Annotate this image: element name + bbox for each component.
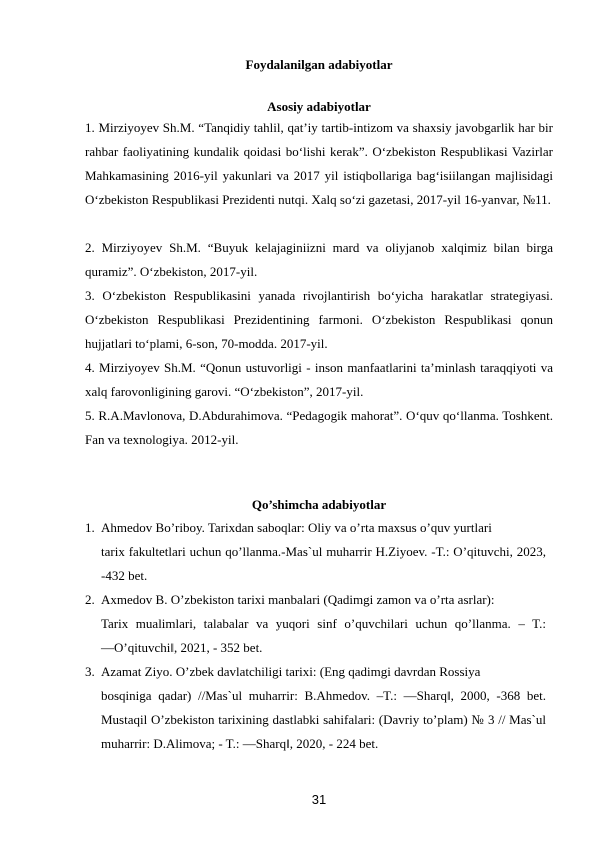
page-number: 31	[311, 792, 327, 807]
additional-literature-heading: Qo’shimcha adabiyotlar	[251, 497, 387, 512]
main-literature-item-4: 4. Mirziyoyev Sh.M. “Qonun ustuvorligi - inson manfaatlarini ta’minlash taraqqiyoti va xalq farovonligining garovi. “O‘zbekiston”, 2017-yil.	[85, 360, 553, 399]
main-literature-heading: Asosiy adabiyotlar	[267, 99, 371, 114]
item-continuation: tarix fakultetlari uchun qo’llanma.-Mas`ul muharrir H.Ziyoev. -T.: O’qituvchi, 2023, -432 bet.	[101, 544, 546, 583]
item-number: 3.	[85, 664, 95, 679]
item-first-line: Azamat Ziyo. O’zbek davlatchiligi tarixi: (Eng qadimgi davrdan Rossiya	[101, 664, 481, 679]
item-first-line: Axmedov B. O’zbekiston tarixi manbalari (Qadimgi zamon va o’rta asrlar):	[101, 592, 495, 607]
item-number: 1.	[85, 520, 95, 535]
additional-literature-item-2	[85, 588, 546, 660]
additional-literature-item-1	[85, 516, 546, 588]
item-continuation: Tarix mualimlari, talabalar va yuqori sinf o’quvchilari uchun qo’llanma. – T.: ―O’qituvchi‖, 2021, - 352 bet.	[101, 616, 546, 655]
main-literature-item-3: 3. O‘zbekiston Respublikasini yanada rivojlantirish bo‘yicha harakatlar strategiyasi. O‘zbekiston Respublikasi Prezidentining farmoni. O‘zbekiston Respublikasi qonun hujjatlari to‘plami, 6-son, 70-modda. 2017-yil.	[85, 288, 553, 351]
main-literature-item-2: 2. Mirziyoyev Sh.M. “Buyuk kelajaginiizni mard va oliyjanob xalqimiz bilan birga quramiz”. O‘zbekiston, 2017-yil.	[85, 240, 553, 279]
page-title: Foydalanilgan adabiyotlar	[245, 57, 393, 72]
item-number: 2.	[85, 592, 95, 607]
item-first-line: Ahmedov Bo’riboy. Tarixdan saboqlar: Oliy va o’rta maxsus o’quv yurtlari	[101, 520, 492, 535]
additional-literature-item-3	[85, 660, 546, 756]
main-literature-item-1: 1. Mirziyoyev Sh.M. “Tanqidiy tahlil, qat’iy tartib-intizom va shaxsiy javobgarlik har bir rahbar faoliyatining kundalik qoidasi bo‘lishi kerak”. O‘zbekiston Respublikasi Vazirlar Mahkamasining 2016-yil yakunlari va 2017 yil istiqbollariga bag‘isiilangan majlisidagi O‘zbekiston Respublikasi Prezidenti nutqi. Xalq so‘zi gazetasi, 2017-yil 16-yanvar, №11.	[85, 120, 553, 207]
item-continuation: bosqiniga qadar) //Mas`ul muharrir: B.Ahmedov. –T.: ―Sharq‖, 2000, -368 bet. Mustaqil O’zbekiston tarixining dastlabki sahifalari: (Davriy to’plam) № 3 // Mas`ul muharrir: D.Alimova; - T.: ―Sharq‖, 2020, - 224 bet.	[101, 688, 546, 751]
main-literature-item-5: 5. R.A.Mavlonova, D.Abdurahimova. “Pedagogik mahorat”. O‘quv qo‘llanma. Toshkent. Fan va texnologiya. 2012-yil.	[85, 408, 553, 447]
